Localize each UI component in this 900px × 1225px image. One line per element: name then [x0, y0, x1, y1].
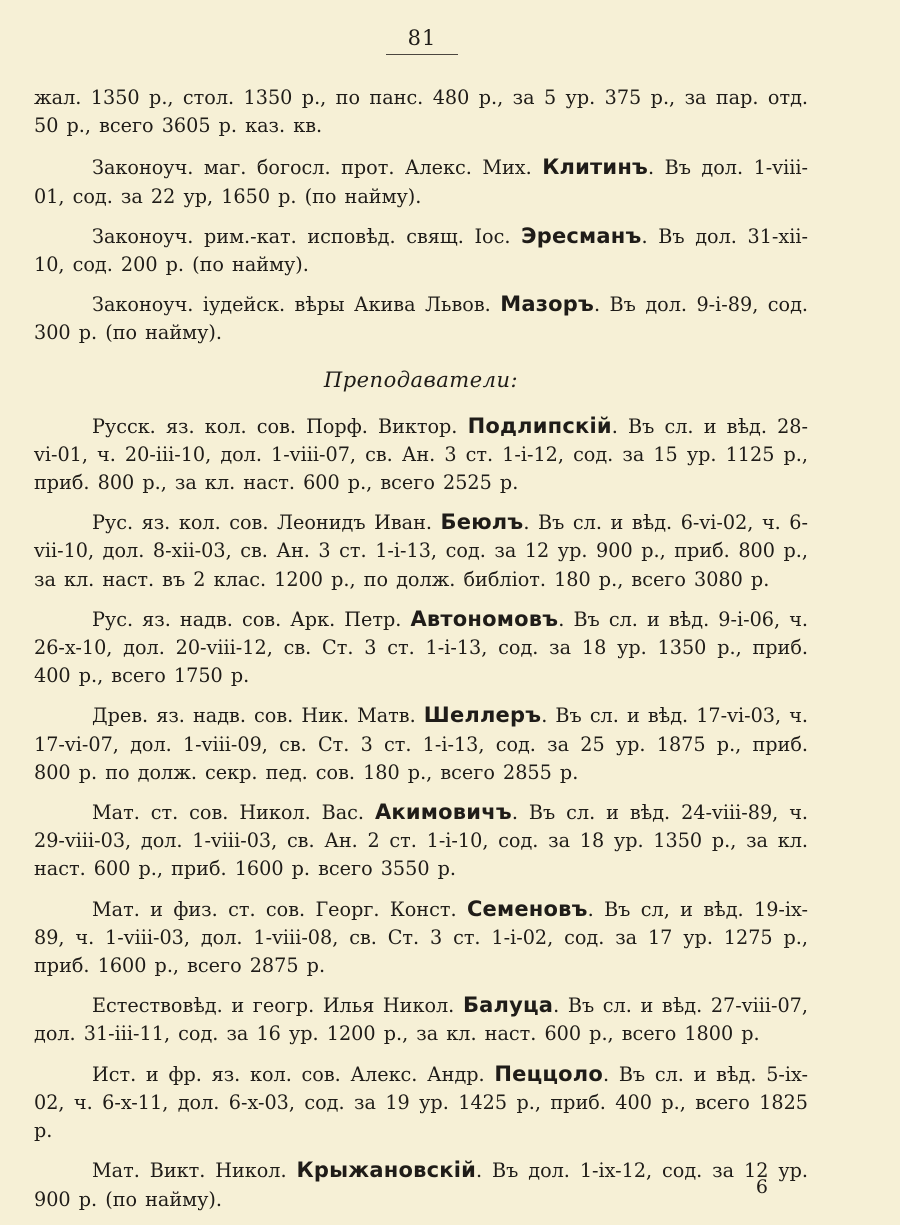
entry-prefix: Ист. и фр. яз. кол. сов. Алекс. Андр.	[92, 1062, 485, 1086]
entry-details: . Въ сл, и вѣд. 19-ix-89, ч. 1-viii-03, дол. 1-viii-08, св. Ст. 3 ст. 1-i-02, сод. за 17 ур. 1275 р., приб. 1600 р., всего 2875 р.	[34, 897, 808, 978]
document-page	[34, 22, 808, 1212]
entry-details: . Въ сл. и вѣд. 6-vi-02, ч. 6-vii-10, дол. 8-xii-03, св. Ан. 3 ст. 1-i-13, сод. за 12 ур. 900 р., приб. 800 р., за кл. наст. въ 2 клас. 1200 р., по долж. библіот. 180 р., всего 3080 р.	[34, 511, 808, 591]
person-surname: Акимовичъ	[374, 800, 512, 825]
entry-teacher-9	[34, 1156, 808, 1213]
person-surname: Балуца	[462, 993, 554, 1018]
entry-teacher-7	[34, 991, 808, 1048]
entry-prefix: Мат. и физ. ст. сов. Георг. Конст.	[92, 897, 457, 921]
entry-clergy-2	[34, 222, 808, 279]
entry-prefix: Мат. ст. сов. Никол. Вас.	[92, 801, 365, 825]
entry-details: . Въ сл. и вѣд. 17-vi-03, ч. 17-vi-07, дол. 1-viii-09, св. Ст. 3 ст. 1-i-13, сод. за 25 ур. 1875 р., приб. 800 р. по долж. секр. пед. сов. 180 р., всего 2855 р.	[34, 704, 808, 784]
entry-details: . Въ сл. и вѣд. 27-viii-07, дол. 31-iii-11, сод. за 16 ур. 1200 р., за кл. наст. 600 р., всего 1800 р.	[34, 994, 808, 1046]
entry-teacher-2	[34, 508, 808, 594]
entry-teacher-1	[34, 412, 808, 498]
entry-prefix: Законоуч. маг. богосл. прот. Алекс. Мих.	[92, 156, 532, 180]
teachers-list	[34, 412, 808, 1214]
entry-details: . Въ сл. и вѣд. 9-i-06, ч. 26-x-10, дол. 20-viii-12, св. Ст. 3 ст. 1-i-13, сод. за 18 ур. 1350 р., приб. 400 р., всего 1750 р.	[34, 607, 808, 688]
entry-prefix: Рус. яз. кол. сов. Леонидъ Иван.	[92, 511, 432, 535]
entry-details: . Въ дол. 9-i-89, сод. 300 р. (по найму).	[34, 293, 809, 345]
person-surname: Семеновъ	[466, 896, 588, 921]
person-surname: Подлипскій	[467, 413, 612, 438]
entry-clergy-3	[34, 290, 808, 347]
person-surname: Крыжановскій	[296, 1158, 477, 1183]
page-content	[34, 84, 808, 1225]
person-surname: Пеццоло	[494, 1061, 603, 1086]
clergy-list	[34, 153, 808, 347]
entry-teacher-5	[34, 798, 808, 884]
entry-teacher-6	[34, 895, 808, 981]
entry-prefix: Естествовѣд. и геогр. Илья Никол.	[92, 994, 455, 1018]
entry-prefix: Мат. Викт. Никол.	[92, 1159, 287, 1183]
continuation-paragraph: жал. 1350 р., стол. 1350 р., по панс. 480 р., за 5 ур. 375 р., за пар. отд. 50 р., всего 3605 р. каз. кв.	[34, 86, 808, 138]
entry-prefix: Законоуч. рим.-кат. исповѣд. свящ. Іос.	[92, 224, 511, 248]
person-surname: Беюлъ	[440, 510, 524, 535]
entry-prefix: Русск. яз. кол. сов. Порф. Виктор.	[92, 414, 458, 438]
page-number-rule	[386, 54, 458, 55]
person-surname: Эресманъ	[521, 223, 642, 248]
entry-details: . Въ дол. 31-xii-10, сод. 200 р. (по найму).	[34, 224, 808, 277]
entry-prefix: Рус. яз. надв. сов. Арк. Петр.	[92, 607, 402, 631]
entry-details: . Въ дол. 1-ix-12, сод. за 12 ур. 900 р. (по найму).	[34, 1159, 808, 1211]
person-surname: Автономовъ	[410, 606, 559, 631]
entry-details: . Въ сл. и вѣд. 28-vi-01, ч. 20-iii-10, дол. 1-viii-07, св. Ан. 3 ст. 1-i-12, сод. за 15 ур. 1125 р., приб. 800 р., за кл. наст. 600 р., всего 2525 р.	[34, 414, 808, 495]
person-surname: Шеллеръ	[423, 703, 542, 728]
person-surname: Мазоръ	[500, 292, 594, 317]
entry-prefix: Законоуч. іудейск. вѣры Акива Львов.	[92, 293, 491, 317]
person-surname: Клитинъ	[542, 155, 649, 180]
entry-prefix: Древ. яз. надв. сов. Ник. Матв.	[92, 704, 416, 728]
entry-clergy-1	[34, 153, 808, 210]
signature-mark: 6	[755, 1176, 768, 1198]
section-heading: Преподаватели:	[323, 367, 519, 392]
entry-teacher-4	[34, 701, 808, 787]
entry-details: . Въ сл. и вѣд. 5-ix-02, ч. 6-x-11, дол. 6-x-03, сод. за 19 ур. 1425 р., приб. 400 р., всего 1825 р.	[34, 1062, 808, 1143]
page-number: 81	[407, 26, 437, 50]
entry-teacher-3	[34, 605, 808, 691]
entry-teacher-8	[34, 1060, 808, 1146]
entry-details: . Въ сл. и вѣд. 24-viii-89, ч. 29-viii-03, дол. 1-viii-03, св. Ан. 2 ст. 1-i-10, сод. за 18 ур. 1350 р., за кл. наст. 600 р., приб. 1600 р. всего 3550 р.	[34, 801, 808, 881]
entry-details: . Въ дол. 1-viii-01, сод. за 22 ур, 1650 р. (по найму).	[34, 156, 808, 208]
